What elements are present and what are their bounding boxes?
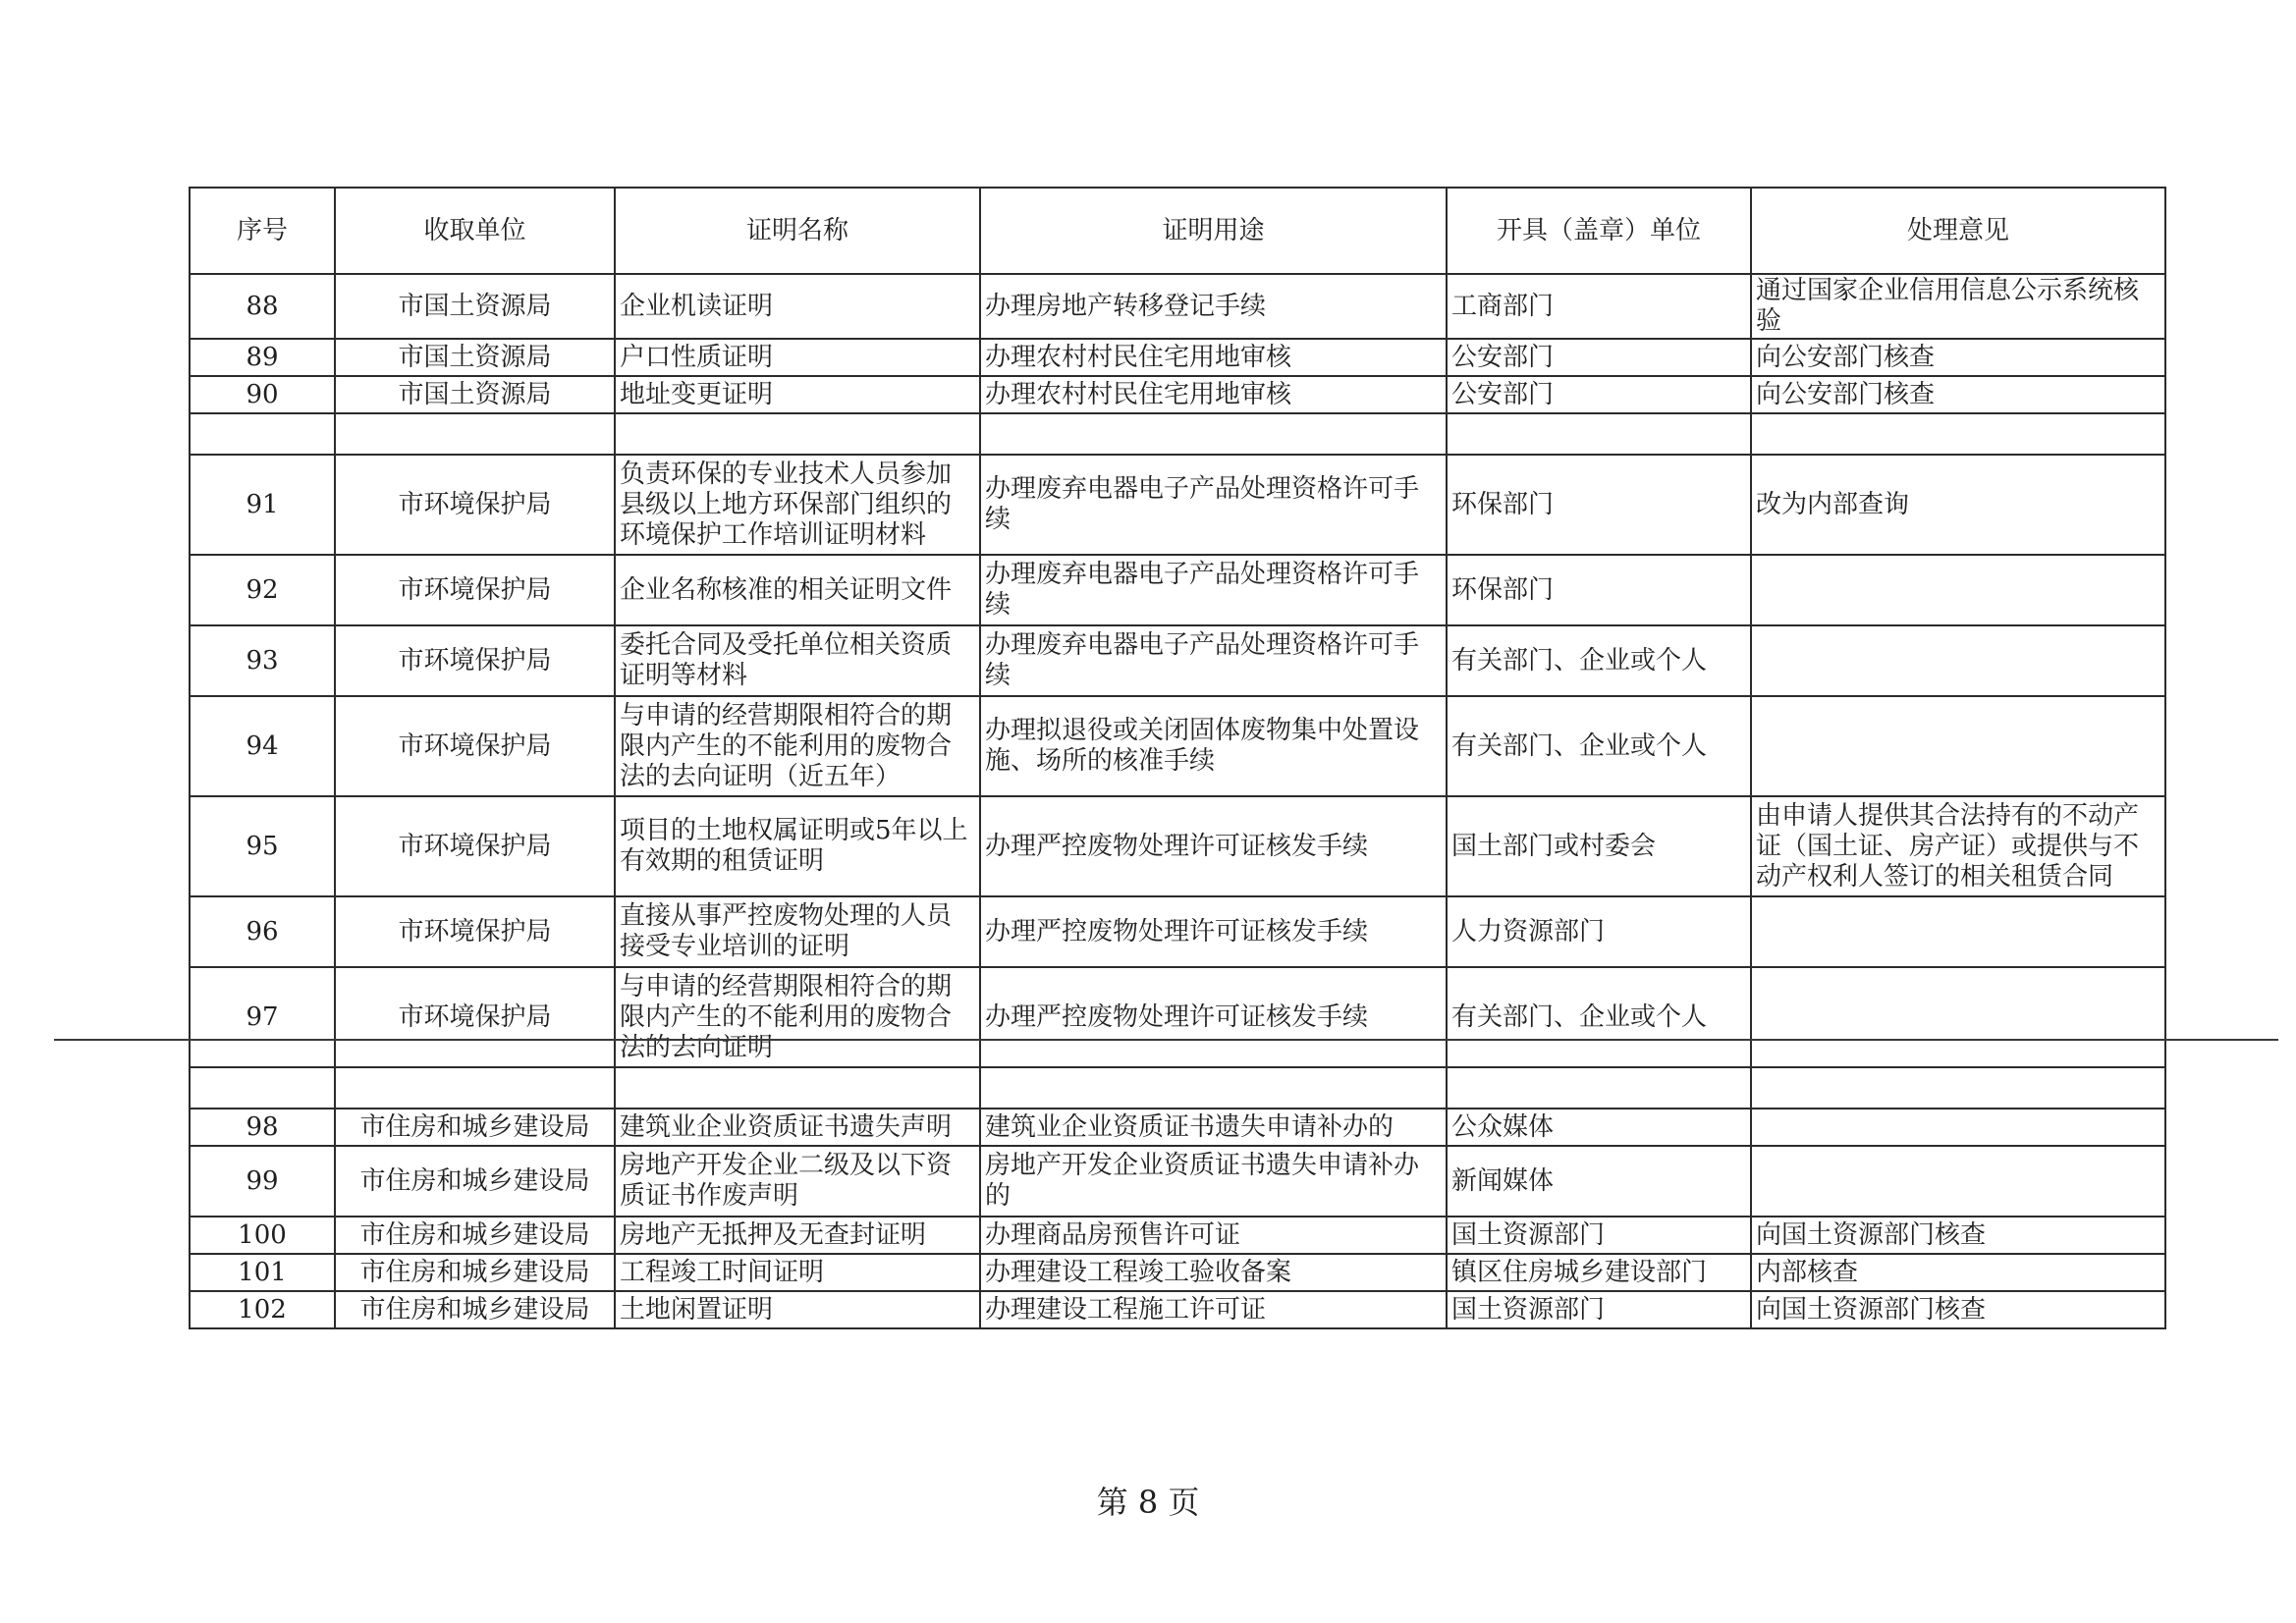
cell-issuer: 环保部门 (1447, 555, 1751, 625)
cell-no: 100 (190, 1217, 335, 1254)
cell-unit: 市环境保护局 (335, 455, 615, 555)
cell-use: 建筑业企业资质证书遗失申请补办的 (980, 1109, 1447, 1146)
cell-use: 房地产开发企业资质证书遗失申请补办的 (980, 1146, 1447, 1217)
empty-cell (615, 413, 980, 455)
cell-name: 与申请的经营期限相符合的期限内产生的不能利用的废物合法的去向证明（近五年） (615, 696, 980, 796)
cell-name: 项目的土地权属证明或5年以上有效期的租赁证明 (615, 796, 980, 896)
cell-use: 办理农村村民住宅用地审核 (980, 376, 1447, 413)
spacer-row (190, 413, 2165, 455)
cell-name: 建筑业企业资质证书遗失声明 (615, 1109, 980, 1146)
cell-unit: 市环境保护局 (335, 896, 615, 967)
header-use: 证明用途 (980, 188, 1447, 274)
table-header-row (190, 188, 2165, 274)
cell-issuer: 人力资源部门 (1447, 896, 1751, 967)
cell-issuer: 有关部门、企业或个人 (1447, 696, 1751, 796)
table-row (190, 625, 2165, 696)
cell-issuer: 公众媒体 (1447, 1109, 1751, 1146)
cell-no: 88 (190, 274, 335, 339)
table-row (190, 555, 2165, 625)
cell-opinion (1751, 967, 2165, 1067)
table-row (190, 1146, 2165, 1217)
page-number: 第 8 页 (1096, 1484, 1200, 1521)
scan-fold-line (54, 1039, 2278, 1041)
cell-name: 企业机读证明 (615, 274, 980, 339)
cell-opinion (1751, 625, 2165, 696)
cell-opinion: 向国土资源部门核查 (1751, 1217, 2165, 1254)
empty-cell (335, 413, 615, 455)
cell-name: 户口性质证明 (615, 339, 980, 376)
cell-no: 89 (190, 339, 335, 376)
cell-unit: 市国土资源局 (335, 274, 615, 339)
empty-cell (1447, 1067, 1751, 1109)
cell-use: 办理农村村民住宅用地审核 (980, 339, 1447, 376)
cell-no: 96 (190, 896, 335, 967)
table-row (190, 1291, 2165, 1328)
cell-no: 91 (190, 455, 335, 555)
empty-cell (190, 1067, 335, 1109)
table-row (190, 1109, 2165, 1146)
certificate-table (189, 187, 2166, 1329)
cell-use: 办理商品房预售许可证 (980, 1217, 1447, 1254)
cell-opinion: 内部核查 (1751, 1254, 2165, 1291)
cell-unit: 市环境保护局 (335, 696, 615, 796)
cell-issuer: 有关部门、企业或个人 (1447, 625, 1751, 696)
cell-use: 办理废弃电器电子产品处理资格许可手续 (980, 555, 1447, 625)
cell-unit: 市住房和城乡建设局 (335, 1146, 615, 1217)
table-row (190, 1254, 2165, 1291)
cell-opinion: 由申请人提供其合法持有的不动产证（国土证、房产证）或提供与不动产权利人签订的相关租赁合同 (1751, 796, 2165, 896)
empty-cell (615, 1067, 980, 1109)
cell-unit: 市环境保护局 (335, 796, 615, 896)
table-row (190, 896, 2165, 967)
cell-name: 房地产开发企业二级及以下资质证书作废声明 (615, 1146, 980, 1217)
cell-no: 92 (190, 555, 335, 625)
table-row (190, 455, 2165, 555)
spacer-row (190, 1067, 2165, 1109)
cell-unit: 市住房和城乡建设局 (335, 1291, 615, 1328)
empty-cell (1447, 413, 1751, 455)
table-row (190, 274, 2165, 339)
table-row (190, 1217, 2165, 1254)
header-unit: 收取单位 (335, 188, 615, 274)
cell-issuer: 新闻媒体 (1447, 1146, 1751, 1217)
cell-use: 办理严控废物处理许可证核发手续 (980, 796, 1447, 896)
table-row (190, 696, 2165, 796)
cell-unit: 市环境保护局 (335, 967, 615, 1067)
cell-unit: 市环境保护局 (335, 625, 615, 696)
cell-name: 房地产无抵押及无查封证明 (615, 1217, 980, 1254)
table-row (190, 796, 2165, 896)
empty-cell (980, 1067, 1447, 1109)
table-row (190, 339, 2165, 376)
cell-opinion (1751, 555, 2165, 625)
cell-opinion: 向公安部门核查 (1751, 376, 2165, 413)
cell-unit: 市国土资源局 (335, 376, 615, 413)
cell-no: 90 (190, 376, 335, 413)
empty-cell (190, 413, 335, 455)
cell-no: 101 (190, 1254, 335, 1291)
cell-no: 94 (190, 696, 335, 796)
cell-no: 95 (190, 796, 335, 896)
cell-name: 与申请的经营期限相符合的期限内产生的不能利用的废物合法的去向证明 (615, 967, 980, 1067)
cell-issuer: 镇区住房城乡建设部门 (1447, 1254, 1751, 1291)
cell-unit: 市住房和城乡建设局 (335, 1217, 615, 1254)
cell-name: 直接从事严控废物处理的人员接受专业培训的证明 (615, 896, 980, 967)
cell-use: 办理废弃电器电子产品处理资格许可手续 (980, 455, 1447, 555)
cell-issuer: 国土资源部门 (1447, 1217, 1751, 1254)
cell-no: 93 (190, 625, 335, 696)
cell-use: 办理建设工程施工许可证 (980, 1291, 1447, 1328)
cell-use: 办理建设工程竣工验收备案 (980, 1254, 1447, 1291)
cell-unit: 市住房和城乡建设局 (335, 1254, 615, 1291)
cell-unit: 市环境保护局 (335, 555, 615, 625)
cell-name: 负责环保的专业技术人员参加县级以上地方环保部门组织的环境保护工作培训证明材料 (615, 455, 980, 555)
cell-no: 98 (190, 1109, 335, 1146)
empty-cell (1751, 413, 2165, 455)
cell-opinion: 通过国家企业信用信息公示系统核验 (1751, 274, 2165, 339)
cell-name: 土地闲置证明 (615, 1291, 980, 1328)
cell-opinion (1751, 696, 2165, 796)
cell-opinion (1751, 1109, 2165, 1146)
cell-unit: 市住房和城乡建设局 (335, 1109, 615, 1146)
cell-issuer: 有关部门、企业或个人 (1447, 967, 1751, 1067)
cell-no: 99 (190, 1146, 335, 1217)
table-row (190, 967, 2165, 1067)
cell-opinion (1751, 1146, 2165, 1217)
table-row (190, 376, 2165, 413)
cell-opinion (1751, 896, 2165, 967)
cell-name: 企业名称核准的相关证明文件 (615, 555, 980, 625)
cell-unit: 市国土资源局 (335, 339, 615, 376)
empty-cell (1751, 1067, 2165, 1109)
cell-use: 办理拟退役或关闭固体废物集中处置设施、场所的核准手续 (980, 696, 1447, 796)
cell-name: 地址变更证明 (615, 376, 980, 413)
cell-issuer: 公安部门 (1447, 376, 1751, 413)
cell-use: 办理严控废物处理许可证核发手续 (980, 896, 1447, 967)
cell-issuer: 国土资源部门 (1447, 1291, 1751, 1328)
cell-opinion: 向国土资源部门核查 (1751, 1291, 2165, 1328)
cell-issuer: 环保部门 (1447, 455, 1751, 555)
cell-issuer: 国土部门或村委会 (1447, 796, 1751, 896)
cell-issuer: 工商部门 (1447, 274, 1751, 339)
header-opinion: 处理意见 (1751, 188, 2165, 274)
cell-issuer: 公安部门 (1447, 339, 1751, 376)
header-name: 证明名称 (615, 188, 980, 274)
header-issuer: 开具（盖章）单位 (1447, 188, 1751, 274)
header-no: 序号 (190, 188, 335, 274)
cell-opinion: 向公安部门核查 (1751, 339, 2165, 376)
cell-name: 委托合同及受托单位相关资质证明等材料 (615, 625, 980, 696)
cell-use: 办理房地产转移登记手续 (980, 274, 1447, 339)
empty-cell (980, 413, 1447, 455)
empty-cell (335, 1067, 615, 1109)
cell-no: 97 (190, 967, 335, 1067)
cell-use: 办理废弃电器电子产品处理资格许可手续 (980, 625, 1447, 696)
cell-name: 工程竣工时间证明 (615, 1254, 980, 1291)
cell-use: 办理严控废物处理许可证核发手续 (980, 967, 1447, 1067)
cell-no: 102 (190, 1291, 335, 1328)
cell-opinion: 改为内部查询 (1751, 455, 2165, 555)
